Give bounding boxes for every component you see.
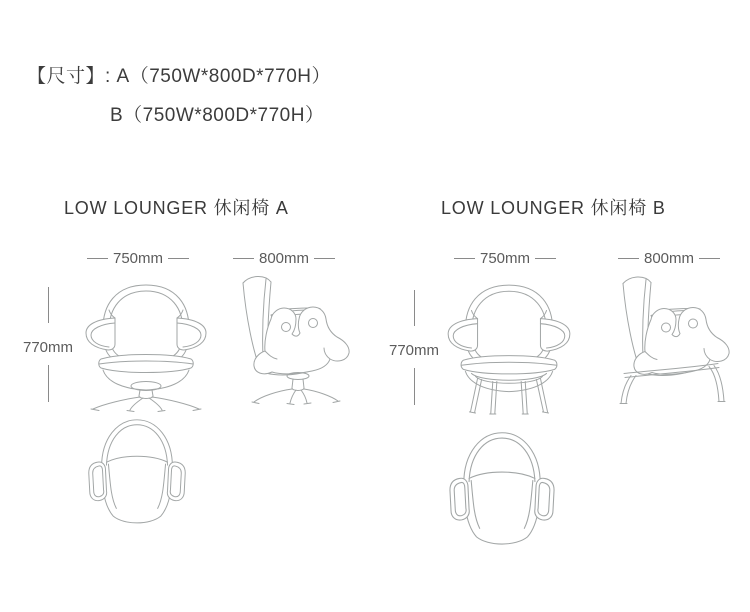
chair-top-line-art [89, 420, 185, 523]
dimension-line [454, 258, 475, 259]
dimension-line [87, 258, 108, 259]
dimension-line [414, 290, 415, 326]
height-dimension-label: 770mm [22, 339, 74, 356]
dimension-line [314, 258, 335, 259]
chair-body-line-art [623, 277, 729, 376]
dimension-line [414, 368, 415, 405]
chair-body-line-art [86, 285, 206, 390]
section-a-depth-dimension [228, 250, 340, 267]
dimension-line [233, 258, 254, 259]
section-b-title: LOW LOUNGER 休闲椅 B [441, 198, 666, 218]
chair-a-front-view-drawing [76, 276, 216, 412]
chair-body-line-art [448, 285, 570, 392]
swivel-base-line-art [91, 382, 201, 412]
depth-dimension-label: 800mm [643, 250, 695, 267]
chair-top-line-art [450, 433, 554, 544]
chair-a-top-view-drawing [78, 408, 196, 534]
depth-dimension-label: 800mm [258, 250, 310, 267]
dimension-line [699, 258, 720, 259]
chair-b-top-view-drawing [438, 420, 566, 556]
chair-b-front-view-drawing [438, 276, 580, 416]
height-dimension-label: 770mm [388, 342, 440, 359]
section-a-title: LOW LOUNGER 休闲椅 A [64, 198, 289, 218]
width-dimension-label: 750mm [479, 250, 531, 267]
spec-size-line-2: B（750W*800D*770H） [110, 105, 325, 126]
section-a-width-dimension [82, 250, 194, 267]
chair-a-side-view-drawing [212, 270, 360, 411]
chair-body-line-art [243, 276, 349, 375]
dimension-line [535, 258, 556, 259]
section-b-height-dimension [385, 290, 443, 405]
section-b-width-dimension [448, 250, 562, 267]
width-dimension-label: 750mm [112, 250, 164, 267]
dimension-line [48, 287, 49, 323]
dimension-line [618, 258, 639, 259]
chair-b-side-view-drawing [592, 270, 740, 412]
spec-size-line-1: 【尺寸】: A（750W*800D*770H） [27, 66, 331, 87]
section-a-height-dimension [19, 287, 77, 402]
wood-legs-line-art [469, 373, 548, 414]
section-b-depth-dimension [612, 250, 726, 267]
swivel-base-line-art [252, 373, 340, 405]
dimension-line [168, 258, 189, 259]
dimension-line [48, 365, 49, 402]
